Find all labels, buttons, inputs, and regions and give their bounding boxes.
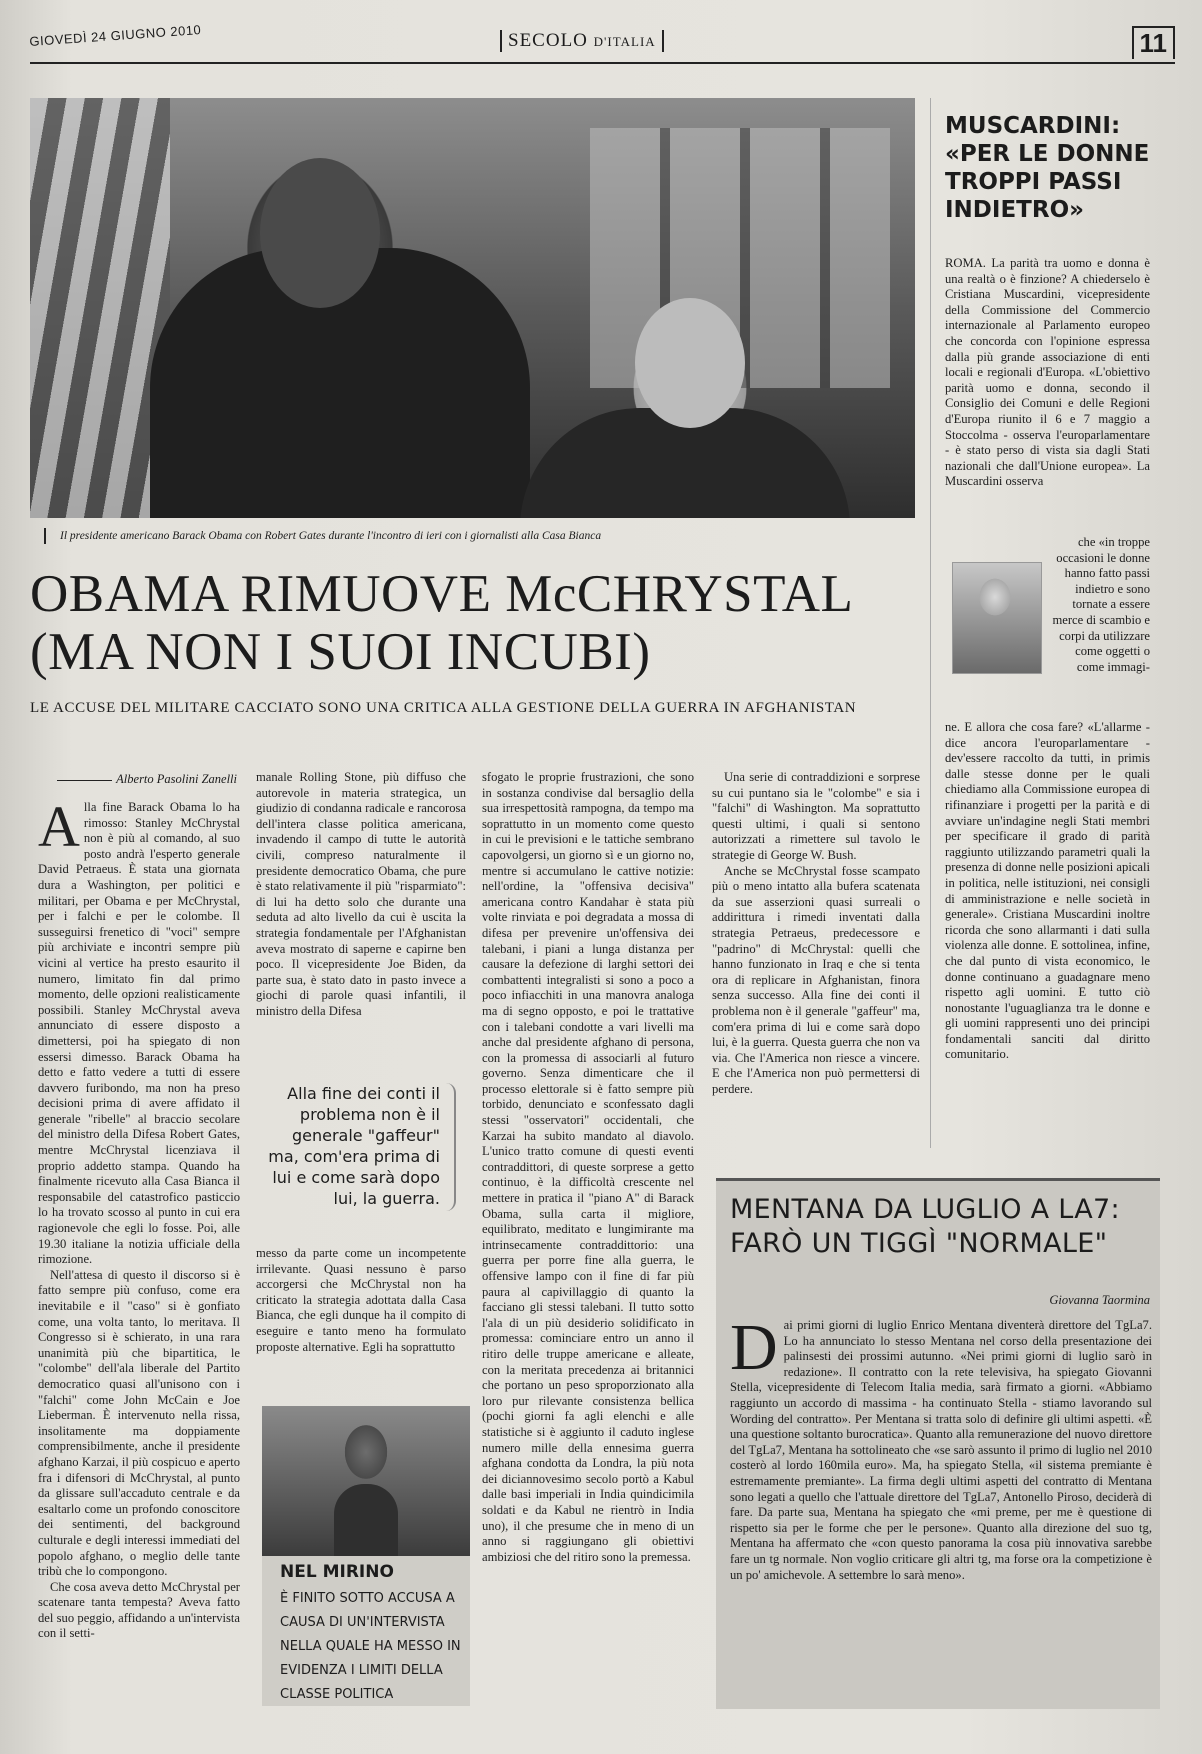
mentana-headline — [730, 1193, 1150, 1261]
masthead — [30, 22, 1175, 64]
drop-cap: A — [38, 794, 80, 859]
article-column-4 — [712, 770, 920, 1097]
col2-paragraph-1: manale Rolling Stone, più diffuso che autorevole in materia strategica, un giudizio di condanna radicale e rancorosa dell'intera classe politica americana, invadendo il campo di tutte le autorità civili, compreso naturalmente il presidente democratico Obama, che pure è stato relativamente il più "risparmiato": di lui ha detto solo che durante una seduta ad alto livello da cui è uscita la strategia fondamentale per l'Afghanistan aveva mostrato di saperne e capirne ben poco. Il vicepresidente Joe Biden, da parte sua, è stato dato in pasto invece a giochi di parole quasi infantili, il ministro della Difesa — [256, 770, 466, 1018]
col2-paragraph-2: messo da parte come un incompetente irrilevante. Quasi nessuno è parso accorgersi che McChrystal non ha criticato la strategia adottata dalla Casa Bianca, che egli dunque ha il compito di eseguire e tanto meno ha formulato proposte alternative. Egli ha soprattutto — [256, 1246, 466, 1354]
col3-paragraph-1: sfogato le proprie frustrazioni, che sono in sostanza condivise dal bersaglio della sua irrespettosità rampogna, da tempo ma soprattutto in un momento come questo in cui le previsioni e le tattiche sembrano capovolgersi, un giorno sì e un giorno no, mentre si accumulano le cattive notizie: nell'ordine, la "offensiva decisiva" americana contro Kandahar è stata più volte rinviata e poi degradata a mossa di difesa per prevenire un'offensiva dei talebani, i piani a lunga distanza per causare la defezione di larghi settori dei combattenti integralisti si sono a poco a poco infiacchiti in una manovra analoga ma di segno opposto, e poi le trattative con i talebani condotte a vari livelli ma anche dal presidente afghano di persona, con la promessa di associarli al futuro governo. Senza dimenticare che il processo elettorale si è fatto sempre più torbido, denunciato e sconfessato dagli stessi "osservatori" occidentali, che Karzai ha subito mandato al diavolo. L'unico tratto comune di questi eventi contraddittori, di queste sorprese a getto continuo, è la difficoltà crescente nel mettere in pratica il "piano A" di Barack Obama, sulla carta il migliore, equilibrato, meditato e lungimirante ma intrinsecamente contraddittorio: una guerra per porre fine alla guerra, le offensive lampo con il fine di far più paura al capivillaggio di quanto la facciano gli stessi talebani. Il tutto sotto l'ala di un più desiderio solidificato in promessa: cominciare entro un anno il ritiro delle truppe americane e alleate, con la meritata precedenza ai britannici che portano un peso sproporzionato alla loro pur rilevante consistenza bellica (pochi giorni fa agli elenchi e alle statistiche si è aggiunto il caduto inglese numero mille della ennesima guerra afghana condotta da Londra, la più nota dei diciannovesimo secolo portò a Kabul dalle basi imperiali in India quindicimila soldati e da Kabul ne rientrò in India uno), il che presume che in meno di un anno si raggiungano gli obiettivi ambiziosi che del ritiro sono la premessa. — [482, 770, 694, 1564]
headline-line-1: OBAMA RIMUOVE McCHRYSTAL — [30, 565, 854, 623]
sidebar-text-1: ROMA. La parità tra uomo e donna è una realtà o è finzione? A chiederselo è Cristiana Muscardini, vicepresidente della Commissione del Commercio internazionale al Parlamento europeo che concorda con l'opinione espressa dalla più grande associazione di enti locali e regionali d'Europa. «L'obiettivo parità uomo e donna, secondo il Consiglio dei Comuni e delle Regioni d'Europa riunito il 6 e 7 maggio a Stoccolma - osserva l'europarlamentare - è stato perso di vista sia dagli Stati nazionali che dall'Unione europea». La Muscardini osserva — [945, 256, 1150, 489]
mentana-headline-line-2: FARÒ UN TIGGÌ "NORMALE" — [730, 1228, 1108, 1259]
paper-name: SECOLO — [508, 30, 588, 51]
pull-quote-brace — [440, 1083, 456, 1211]
sidebar-text-2: ne. E allora che cosa fare? «L'allarme - dice ancora l'europarlamentare - dev'essere raccolto da tutti, in primis dalle stesse donne per le quali chiediamo alla Commissione europea di rifinanziare i progetti per la parità e di avviare un'indagine negli Stati membri per specificare il grado di parità raggiunto utilizzando parametri quali la presenza di donne nelle posizioni apicali in politica, nelle istituzioni, nei consigli di amministrazione e nelle società in generale». Cristiana Muscardini inoltre ricorda che sono allarmanti i dati sulla violenza alle donne. E sottolinea, infine, che dal punto di vista economico, le donne continuano a guadagnare meno rispetto agli uomini. E tutto ciò nonostante l'uguaglianza tra le donne e gli uomini rappresenti uno dei principi fondamentali sanciti dal diritto comunitario. — [945, 720, 1150, 1062]
col1-paragraph-1: lla fine Barack Obama lo ha rimosso: Stanley McChrystal non è più al comando, al suo posto andrà l'esperto generale David Petraeus. È stata una giornata dura a Washington, per politici e militari, per Obama e per McChrystal, per i falchi e per le colombe. Il susseguirsi frenetico di "voci" sempre più archiviate e incontri sempre più vicini al vertice ha presto esaurito il numero, limitato fin dal primo momento, delle opzioni realisticamente possibili. Stanley McChrystal aveva annunciato di essere disposto a dimettersi, poi ha spiegato di non essersi dimesso. Barack Obama ha detto e fatto vedere a tutti di essere davvero furibondo, ma non ha preso decisioni prima di avere affidato il generale "ribelle" al braccio secolare del ministro della Difesa Robert Gates, mentre McChrystal licenziava il proprio addetto stampa. Quando ha finalmente ricevuto alla Casa Bianca il responsabile del catastrofico pasticcio lo ha trovato scosso al punto in cui era ragionevole che egli lo fosse. Poi, alle 19.30 italiane la notizia ufficiale della rimozione. — [38, 800, 240, 1267]
article-column-2-bottom — [256, 1246, 466, 1355]
mentana-body: ai primi giorni di luglio Enrico Mentana diventerà direttore del TgLa7. Lo ha annunciato lo stesso Mentana nel corso della presentazione dei palinsesti dei prossimi autunno. «Nei primi giorni di luglio sarò in redazione». Il contratto con la rete televisiva, ha spiegato Giovanni Stella, vicepresidente di Telecom Italia media, sarà firmato a giorni. «Abbiamo raggiunto un accordo di massima - ha continuato Stella - stiamo lavorando sul Wording del contratto». Per Mentana si tratta solo di definire gli ultimi aspetti. «È una questione soltanto burocratica». Quanto alla remunerazione del nuovo direttore del TgLa7, Mentana ha sottolineato che «se sarò assunto il primo di luglio nel 2010 costerò al lordo 160mila euro». Ma, ha spiegato Stella, «il sistema premiante è estremamente premiante». La firma degli ultimi aspetti del contratto di Mentana sono legati a quello che l'attuale direttore del TgLa7, Antonello Piroso, deciderà di fare. Da parte sua, Mentana ha spiegato che «mi preme, per me è questione di rispetto sia per le forme che per le persone». Quanto alla direzione del suo tg, Mentana ha affermato che «con questo panorama la cosa più innovativa sarebbe fare un tg normale. Non voglio criticare gli altri tg, ma forse ora la competizione è un po' amichevole. A settembre lo sarà meno». — [730, 1318, 1152, 1582]
mentana-headline-line-1: MENTANA DA LUGLIO A LA7: — [730, 1194, 1120, 1225]
mentana-byline: Giovanna Taormina — [1049, 1293, 1150, 1307]
main-headline — [30, 565, 920, 681]
mentana-text — [730, 1311, 1152, 1583]
issue-date: GIOVEDÌ 24 GIUGNO 2010 — [28, 22, 202, 49]
pull-quote: Alla fine dei conti il problema non è il generale "gaffeur" ma, com'era prima di lui e come sarà dopo lui, la guerra. — [268, 1084, 440, 1208]
nel-mirino-text: È FINITO SOTTO ACCUSA A CAUSA DI UN'INTERVISTA NELLA QUALE HA MESSO IN EVIDENZA I LIMITI DELLA CLASSE POLITICA — [280, 1591, 461, 1702]
paper-suffix: D'ITALIA — [593, 34, 656, 49]
mentana-drop-cap: D — [730, 1311, 778, 1384]
article-column-2-top — [256, 770, 466, 1020]
sidebar-text-wrap: che «in troppe occasioni le donne hanno fatto passi indietro e sono tornate a essere merce di scambio e corpi da utilizzare come oggetti o come immagi- — [1052, 535, 1150, 674]
flag-stripes — [30, 98, 170, 518]
byline — [42, 772, 237, 787]
nel-mirino-title: NEL MIRINO — [280, 1562, 394, 1582]
article-column-3 — [482, 770, 694, 1565]
speaker-head — [260, 158, 380, 308]
page-number: 11 — [1132, 26, 1176, 59]
nel-mirino-photo — [262, 1406, 470, 1556]
sidebar-headline: MUSCARDINI: «PER LE DONNE TROPPI PASSI INDIETRO» — [945, 113, 1150, 223]
paper-title — [500, 30, 664, 52]
listener-head — [635, 298, 745, 428]
headline-line-2: (MA NON I SUOI INCUBI) — [30, 623, 651, 681]
article-column-1 — [38, 794, 240, 1642]
col4-paragraph-1: Una serie di contraddizioni e sorprese su cui puntano sia le "colombe" e sia i "falchi" di Washington. Ma soprattutto questi ultimi, i quali si sentono autorizzati a rimettere sul tavolo le strategie di George W. Bush. — [712, 770, 920, 862]
col1-paragraph-3: Che cosa aveva detto McChrystal per scatenare tanta tempesta? Aveva fatto del suo peggio, affidando a un'intervista con il setti- — [38, 1579, 240, 1641]
col1-paragraph-2: Nell'attesa di questo il discorso si è fatto sempre più confuso, come era inevitabile e il "caso" si è gonfiato come, una volta tanto, lo meritava. Il Congresso si è schierato, in una rara unanimità più che bipartitica, le "colombe" dell'ala liberale del Partito democratico quasi all'unisono con i "falchi" come John McCain e Joe Lieberman. È intervenuto nella rissa, insolitamente ma doppiamente comprensibilmente, anche il presidente afghano Karzai, il più cospicuo e aperto fra i difensori di McChrystal, al punto da glissare sull'accaduto centrale e da esaltarlo come un profondo conoscitore dei sentimenti, del background culturale e degli interessi immediati del popolo afghano, o meglio delle tante tribù che lo compongono. — [38, 1267, 240, 1579]
byline-author: Alberto Pasolini Zanelli — [116, 772, 237, 786]
col4-paragraph-2: Anche se McChrystal fosse scampato più o meno intatto alla bufera scatenata da sue asserzioni quasi surreali o addirittura i rimedi inventati dalla strategia Petraeus, predecessore e "padrino" di McChrystal: quelli che hanno funzionato in Iraq e che si tenta ora di replicare in Afghanistan, finora senza successo. Alla fine dei conti il problema non è il generale "gaffeur" ma, com'era prima di lui e come sarà dopo lui, è la guerra. Questa guerra che non va via. Che l'America non riesce a vincere. E che l'America non può permettersi di perdere. — [712, 863, 920, 1096]
subheadline: LE ACCUSE DEL MILITARE CACCIATO SONO UNA CRITICA ALLA GESTIONE DELLA GUERRA IN AFGHANISTAN — [30, 700, 857, 716]
general-figure — [334, 1484, 398, 1556]
photo-caption: Il presidente americano Barack Obama con Robert Gates durante l'incontro di ieri con i giornalisti alla Casa Bianca — [44, 528, 930, 544]
main-photo — [30, 98, 915, 518]
muscardini-photo — [952, 562, 1042, 674]
